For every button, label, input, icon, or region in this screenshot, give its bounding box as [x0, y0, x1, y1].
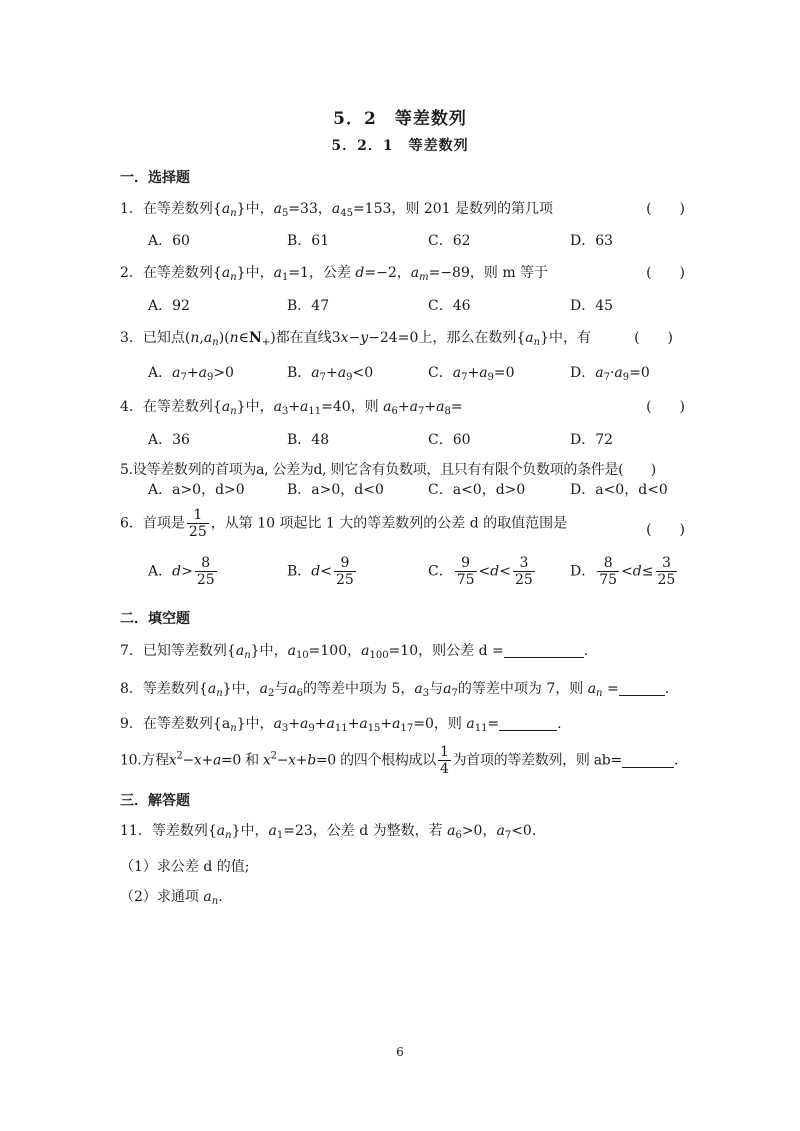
option-c[interactable]: C．46 — [428, 298, 471, 314]
option-c[interactable]: C．$a_7+a_9=0$ — [428, 365, 515, 383]
option-a[interactable]: A．$a_7+a_9>0$ — [148, 365, 234, 383]
option-a[interactable]: A．60 — [148, 233, 190, 249]
section-solve: 三．解答题 — [120, 793, 190, 809]
option-b[interactable]: B．d< $\frac{9}{25}$ — [287, 555, 354, 589]
question-1: 1．在等差数列$\{a_n\}$中，$a_5=33$，$a_{45}=153$，则 201 是数列的第几项 ( ) — [120, 198, 685, 219]
option-d[interactable]: D．a<0，d<0 — [570, 482, 668, 498]
question-4: 4．在等差数列$\{a_n\}$中，$a_3+a_{11}=40$，则 $a_6+a_7+a_8=$ ( ) — [120, 396, 685, 417]
option-b[interactable]: B．47 — [287, 298, 330, 314]
option-a[interactable]: A．92 — [148, 298, 190, 314]
question-number: 8． — [120, 681, 143, 697]
question-9: 9．在等差数列$\{a_n\}$中，$a_3+a_9+a_{11}+a_{15}+a_{17}=0$，则 $a_{11}=$ . — [120, 716, 562, 734]
option-d[interactable]: D．72 — [570, 432, 614, 448]
question-5 — [120, 459, 690, 479]
question-2: 2．在等差数列$\{a_n\}$中，$a_1=1$，公差 d=−2，$a_m=-89$，则 m 等于 ( ) — [120, 262, 685, 283]
option-a[interactable]: A．d> $\frac{8}{25}$ — [148, 555, 215, 589]
option-d[interactable]: D．45 — [570, 298, 614, 314]
question-number: 1． — [120, 201, 143, 217]
question-number: 7． — [120, 643, 143, 659]
question-8: 8．等差数列$\{a_n\}$中，$a_2$与$a_6$的等差中项为 5，$a_3$与$a_7$的等差中项为 7，则 $a_n$ = . — [120, 681, 670, 699]
option-c[interactable]: C．62 — [428, 233, 471, 249]
option-a[interactable]: A．a>0，d>0 — [148, 482, 245, 498]
question-7: 7．已知等差数列$\{a_n\}$中，$a_{10}=100$，$a_{100}=10$，则公差 d = . — [120, 643, 589, 661]
option-b[interactable]: B．48 — [287, 432, 330, 448]
page-subtitle: 5．2．1 等差数列 — [331, 138, 469, 154]
page-number: 6 — [396, 1045, 404, 1059]
option-c[interactable]: C． $\frac{9}{75}$ <d< $\frac{3}{25}$ — [428, 555, 533, 589]
question-text: 设等差数列的首项为a, 公差为d, 则它含有负数项，且只有有限个负数项的条件是( ) — [132, 462, 656, 478]
question-3: 3．已知点$(n,a_n)(n\in N_+)$都在直线3x−y−24=0上，那么在数列$\{a_n\}$中，有 ( ) — [120, 327, 685, 348]
option-c[interactable]: C．a<0，d>0 — [428, 482, 526, 498]
question-number: 4． — [120, 399, 143, 415]
option-d[interactable]: D．63 — [570, 233, 614, 249]
page-title: 5．2 等差数列 — [333, 109, 467, 129]
answer-paren[interactable]: ( ) — [646, 201, 685, 217]
option-b[interactable]: B．a>0，d<0 — [287, 482, 384, 498]
question-11-part-1: （1）求公差 d 的值; — [120, 859, 250, 875]
option-d[interactable]: D．$a_7\cdot a_9=0$ — [570, 365, 650, 383]
section-choice: 一．选择题 — [120, 170, 190, 186]
question-11: 11．等差数列$\{a_n\}$中，$a_1=23$，公差 d 为整数，若 $a_6>0$，$a_7<0$. — [120, 823, 537, 841]
answer-blank[interactable] — [619, 681, 665, 696]
answer-paren[interactable]: ( ) — [646, 399, 685, 415]
question-number: 5. — [120, 462, 133, 478]
section-fill: 二．填空题 — [120, 611, 190, 627]
question-number: 3． — [120, 330, 143, 346]
answer-blank[interactable] — [504, 643, 584, 658]
answer-blank[interactable] — [622, 753, 674, 768]
question-number: 11． — [120, 823, 152, 839]
fraction: $\frac{1}{25}$ — [188, 507, 207, 541]
question-number: 2． — [120, 265, 143, 281]
option-b[interactable]: B．61 — [287, 233, 330, 249]
question-number: 9． — [120, 716, 143, 732]
answer-blank[interactable] — [499, 716, 557, 731]
question-11-part-2: （2）求通项 $a_n$. — [120, 889, 223, 907]
option-d[interactable]: D． $\frac{8}{75}$ <d≤ $\frac{3}{25}$ — [570, 555, 676, 589]
answer-paren[interactable]: ( ) — [646, 522, 685, 538]
answer-paren[interactable]: ( ) — [646, 265, 685, 281]
question-number: 6． — [120, 515, 143, 532]
option-a[interactable]: A．36 — [148, 432, 190, 448]
option-b[interactable]: B．$a_7+a_9<0$ — [287, 365, 374, 383]
question-6: 6．首项是 $\frac{1}{25}$ ，从第 10 项起比 1 大的等差数列的公差 d 的取值范围是 ( ) — [120, 507, 685, 541]
question-10: 10.方程$x^2-x+a=0$ 和 $x^2-x+b=0$ 的四个根构成以 $\frac{1}{4}$ 为首项的等差数列，则 ab= . — [120, 744, 679, 778]
option-c[interactable]: C．60 — [428, 432, 471, 448]
answer-paren[interactable]: ( ) — [634, 330, 673, 346]
question-number: 10. — [120, 752, 142, 769]
